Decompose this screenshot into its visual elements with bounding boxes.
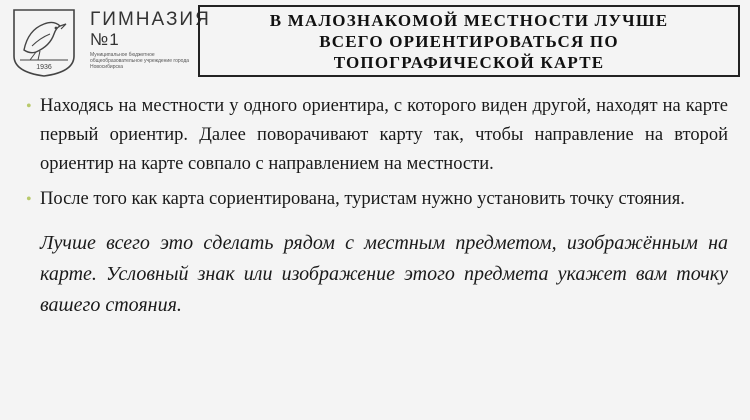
logo-subtitle: Муниципальное бюджетное общеобразовательное учреждение города Новосибирска xyxy=(90,52,190,70)
bullet-icon: • xyxy=(26,98,32,115)
school-logo xyxy=(6,4,211,80)
bird-emblem-icon xyxy=(10,6,78,78)
paragraph-1-text: Находясь на местности у одного ориентира, с которого виден другой, находят на карте первый ориентир. Далее поворачивают карту так, чтобы направление на второй ориентир на карте совпало с направлением на местности. xyxy=(40,96,728,174)
bullet-paragraph-1 xyxy=(28,92,728,179)
logo-year: 1936 xyxy=(36,64,52,71)
slide-title-box xyxy=(198,5,740,77)
paragraph-2-text: После того как карта сориентирована, туристам нужно установить точку стояния. xyxy=(40,189,685,209)
slide-title: В МАЛОЗНАКОМОЙ МЕСТНОСТИ ЛУЧШЕ ВСЕГО ОРИЕНТИРОВАТЬСЯ ПО ТОПОГРАФИЧЕСКОЙ КАРТЕ xyxy=(269,10,669,72)
italic-paragraph: Лучше всего это сделать рядом с местным предметом, изображённым на карте. Условный знак или изображение этого предмета укажет вам точку вашего стояния. xyxy=(40,232,728,316)
logo-number: №1 xyxy=(90,30,120,49)
slide-content xyxy=(28,92,728,321)
bullet-paragraph-2 xyxy=(28,185,728,214)
bullet-icon: • xyxy=(26,191,32,208)
logo-title: ГИМНАЗИЯ xyxy=(90,9,211,30)
